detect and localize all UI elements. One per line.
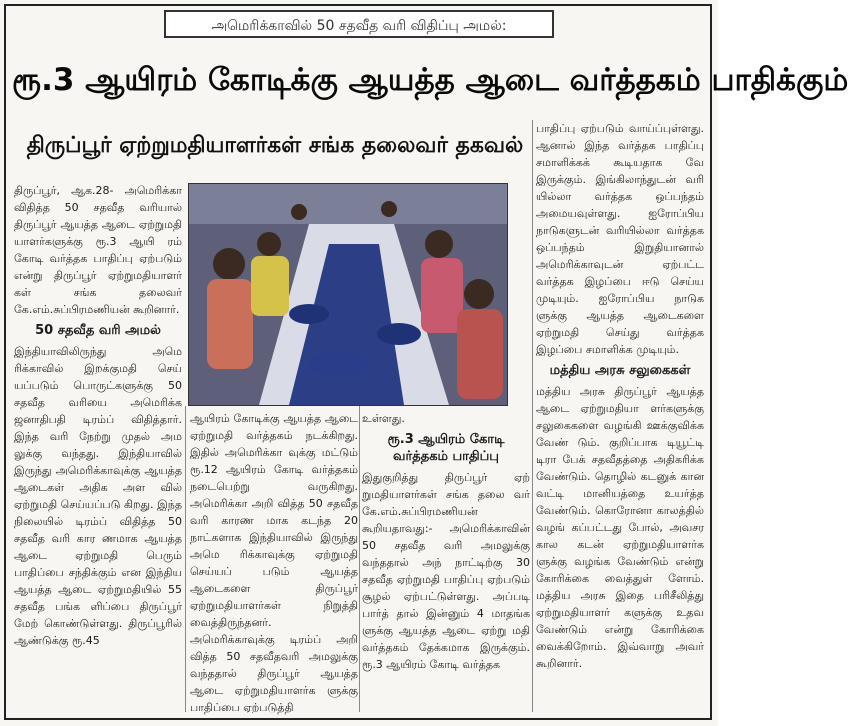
column-3-body: இதுகுறித்து திருப்பூர் ஏற் றுமதியாளர்கள் சங்க தலை வர் கே.எம்.சுப்பிரமணியன் கூறியதாவது:- அமெரிக்காவின் 50 சதவீத வரி அமலுக்கு வந்ததால் அந் நாட்டிற்கு 30 சதவீத ஏற்றுமதி பாதிப்பு ஏற்படும் சூழல் ஏற்பட்டுள்ளது. அப்படி பார்த் தால் இன்னும் 4 மாதங்க ளுக்கு ஆயத்த ஆடை ஏற்று மதி வர்த்தகம் தேக்கமாக இருக்கும். ரூ.3 ஆயிரம் கோடி வர்த்தக (362, 471, 530, 671)
column-divider (359, 406, 360, 712)
column-4 (536, 120, 704, 712)
photo-illustration (189, 184, 507, 405)
section-heading-govt: மத்திய அரசு சலுகைகள் (549, 363, 691, 378)
column-2 (190, 410, 358, 712)
column-4-body-2: மத்திய அரசு திருப்பூர் ஆயத்த ஆடை ஏற்றுமதியா ளர்களுக்கு சலுகைகளை வழங்கி ஊக்குவிக்க வேண் டும். குறிப்பாக டியூட்டி டிரா பேக் சதவீதத்தை அதிகரிக்க வேண்டும். தொழில் கடனுக் கான வட்டி மானியத்தை உயர்த்த வேண்டும். கொரோனா காலத்தில் வழங் கப்பட்டது போல், அவசர கால கடன் ஏற்றுமதியாளர்க ளுக்கு வழங்க வேண்டும் என்று கோரிக்கை வைத்துள் ளோம். மத்திய அரசு இதை பரிசீலித்து ஏற்றுமதியாளர் களுக்கு உதவ வேண்டும் என்று கோரிக்கை வைக்கிறோம். இவ்வாறு அவர் கூறினார். (536, 385, 704, 670)
column-3 (362, 410, 530, 712)
kicker-line: அமெரிக்காவில் 50 சதவீத வரி விதிப்பு அமல்: (164, 10, 554, 38)
factory-workers-photo (188, 183, 508, 406)
column-1 (14, 182, 182, 712)
column-divider (532, 120, 533, 712)
column-4-body: பாதிப்பு ஏற்படும் வாய்ப்புள்ளது. ஆனால் இந்த வர்த்தக பாதிப்பு சமாளிக்கக் கூடியதாக வே இருக்கும். இங்கிலாந்துடன் வரி யில்லா வர்த்தக ஒப்பந்தம் அமையவுள்ளது. ஐரோப்பிய நாடுகளுடன் வரியில்லா வர்த்தக ஒப்பந்தம் இறுதியானால் அமெரிக்காவுடன் ஏற்பட்ட வர்த்தக இழப்பை ஈடு செய்ய முடியும். ஐரோப்பிய நாடுக ளுக்கு ஆயத்த ஆடைகளை ஏற்றுமதி செய்து வர்த்தக இழப்பை சமாளிக்க முடியும். (536, 122, 704, 356)
column-1-body: இந்தியாவிலிருந்து அமெ ரிக்காவில் இறக்குமதி செய் யப்படும் பொருட்களுக்கு 50 சதவீத வரியை அமெரிக்க ஜனாதிபதி டிரம்ப் விதித்தார். இந்த வரி நேற்று முதல் அம லுக்கு வந்தது. இந்தியாவில் இருந்து அமெரிக்காவுக்கு ஆயத்த ஆடைகள் அதிக அள வில் ஏற்றுமதி செய்யப்படு கிறது. இந்த நிலையில் டிரம்ப் விதித்த 50 சதவீத வரி கார ணமாக ஆயத்த ஆடை ஏற்றுமதி பெரும் பாதிப்பை சந்திக்கும் என இந்திய ஆயத்த ஆடை ஏற்றுமதியில் 55 சதவீத பங்க ளிப்பை திருப்பூர் மேற் கொண்டுள்ளது. திருப்பூரில் ஆண்டுக்கு ரூ.45 (14, 345, 182, 647)
section-heading-loss: ரூ.3 ஆயிரம் கோடி வர்த்தகம் பாதிப்பு (387, 432, 505, 464)
section-heading-tax: 50 சதவீத வரி அமல் (35, 323, 161, 338)
column-3-top: உள்ளது. (362, 412, 405, 425)
column-2-body: ஆயிரம் கோடிக்கு ஆயத்த ஆடை ஏற்றுமதி வர்த்தகம் நடக்கிறது. இதில் அமெரிக்கா வுக்கு மட்டும் ரூ.12 ஆயிரம் கோடி வர்த்தகம் நடைபெற்று வருகிறது. அமெரிக்கா அறி வித்த 50 சதவீத வரி காரண மாக கடந்த 20 நாட்களாக இந்தியாவில் இருந்து அமெ ரிக்காவுக்கு ஏற்றுமதி செய்யப் படும் ஆயத்த ஆடைகளை திருப்பூர் ஏற்றுமதியாளர்கள் நிறுத்தி வைத்திருந்தனர். அமெரிக்காவுக்கு டிரம்ப் அறி வித்த 50 சதவீதவரி அமலுக்கு வந்ததால் திருப்பூர் ஆயத்த ஆடை ஏற்றுமதியாளர்க ளுக்கு பாதிப்பை ஏற்படுத்தி (190, 412, 358, 714)
column-divider (185, 406, 186, 712)
intro-paragraph: திருப்பூர், ஆக.28- அமெரிக்கா விதித்த 50 சதவீத வரியால் திருப்பூர் ஆயத்த ஆடை ஏற்றுமதி யாளர்களுக்கு ரூ.3 ஆயி ரம் கோடி வர்த்தக பாதிப்பு ஏற்படும் என்று திருப்பூர் ஏற்றுமதியாளர் கள் சங்க தலைவர் கே.எம்.சுப்பிரமணியன் கூறினார். (14, 184, 182, 316)
subheadline: திருப்பூர் ஏற்றுமதியாளர்கள் சங்க தலைவர் தகவல் (26, 133, 524, 158)
headline: ரூ.3 ஆயிரம் கோடிக்கு ஆயத்த ஆடை வர்த்தகம் பாதிக்கும் (12, 62, 848, 98)
